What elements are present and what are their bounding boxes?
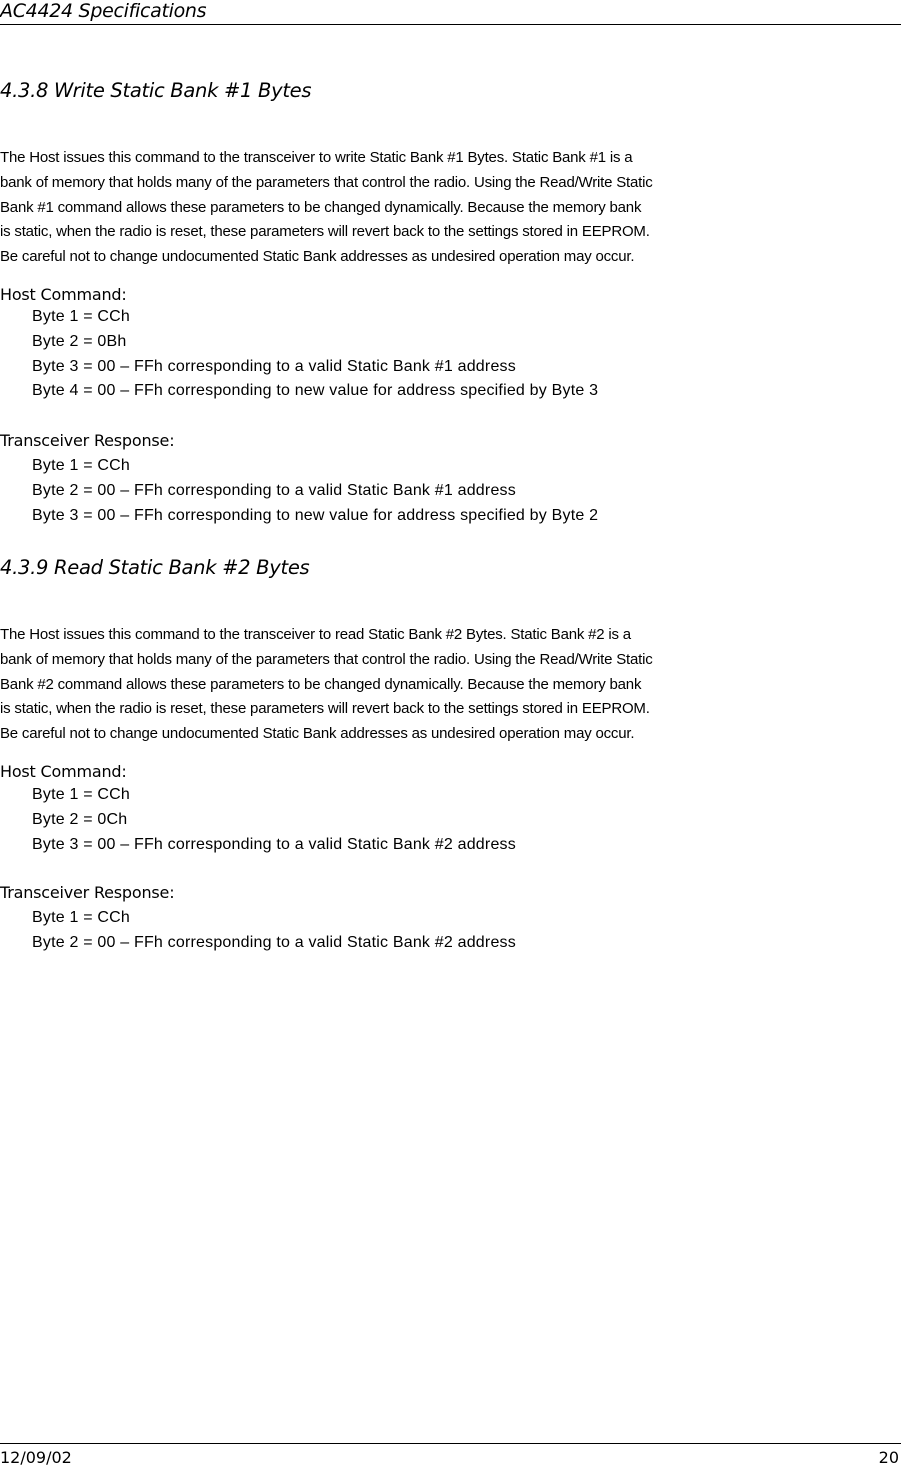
host-command-byte-list (32, 783, 516, 857)
byte-item: Byte 2 = 00 – FFh corresponding to a valid Static Bank #2 address (32, 933, 516, 951)
paragraph-line: Be careful not to change undocumented Static Bank addresses as undesired operation may occur. (0, 725, 635, 743)
transceiver-response-heading: Transceiver Response: (0, 431, 175, 450)
byte-item: Byte 3 = 00 – FFh corresponding to a valid Static Bank #2 address (32, 835, 516, 853)
section-heading-write-static-bank-1: 4.3.8 Write Static Bank #1 Bytes (0, 79, 312, 102)
paragraph-line: Bank #2 command allows these parameters to be changed dynamically. Because the memory bank (0, 675, 642, 693)
paragraph-line: is static, when the radio is reset, these parameters will revert back to the settings stored in EEPROM. (0, 700, 650, 718)
byte-item: Byte 2 = 0Ch (32, 810, 128, 828)
section-paragraph-read-static-bank-2 (0, 623, 901, 747)
paragraph-line: is static, when the radio is reset, these parameters will revert back to the settings stored in EEPROM. (0, 223, 650, 241)
transceiver-response-heading: Transceiver Response: (0, 883, 175, 902)
footer-divider (0, 1443, 901, 1444)
page-header-title: AC4424 Specifications (0, 0, 207, 22)
paragraph-line: bank of memory that holds many of the parameters that control the radio. Using the Read/Write Static (0, 650, 653, 668)
section-paragraph-write-static-bank-1 (0, 146, 901, 270)
byte-item: Byte 1 = CCh (32, 457, 131, 474)
section-heading-read-static-bank-2: 4.3.9 Read Static Bank #2 Bytes (0, 556, 310, 579)
byte-item: Byte 2 = 0Bh (32, 332, 127, 350)
paragraph-line: The Host issues this command to the transceiver to read Static Bank #2 Bytes. Static Bank #2 is a (0, 626, 631, 643)
transceiver-response-byte-list (32, 454, 598, 528)
byte-item: Byte 1 = CCh (32, 308, 131, 325)
page-number: 20 (878, 1448, 899, 1467)
paragraph-line: The Host issues this command to the transceiver to write Static Bank #1 Bytes. Static Bank #1 is a (0, 149, 633, 166)
paragraph-line: Be careful not to change undocumented Static Bank addresses as undesired operation may occur. (0, 248, 635, 266)
byte-item: Byte 3 = 00 – FFh corresponding to new value for address specified by Byte 2 (32, 506, 599, 524)
byte-item: Byte 2 = 00 – FFh corresponding to a valid Static Bank #1 address (32, 481, 516, 499)
header-divider (0, 24, 901, 25)
byte-item: Byte 1 = CCh (32, 909, 131, 926)
byte-item: Byte 1 = CCh (32, 786, 131, 803)
footer-date: 12/09/02 (0, 1448, 72, 1467)
host-command-byte-list (32, 305, 598, 404)
host-command-heading: Host Command: (0, 285, 127, 304)
byte-item: Byte 4 = 00 – FFh corresponding to new value for address specified by Byte 3 (32, 382, 599, 400)
byte-item: Byte 3 = 00 – FFh corresponding to a valid Static Bank #1 address (32, 357, 516, 375)
paragraph-line: bank of memory that holds many of the parameters that control the radio. Using the Read/Write Static (0, 173, 653, 191)
paragraph-line: Bank #1 command allows these parameters to be changed dynamically. Because the memory bank (0, 198, 642, 216)
transceiver-response-byte-list (32, 906, 516, 956)
host-command-heading: Host Command: (0, 762, 127, 781)
